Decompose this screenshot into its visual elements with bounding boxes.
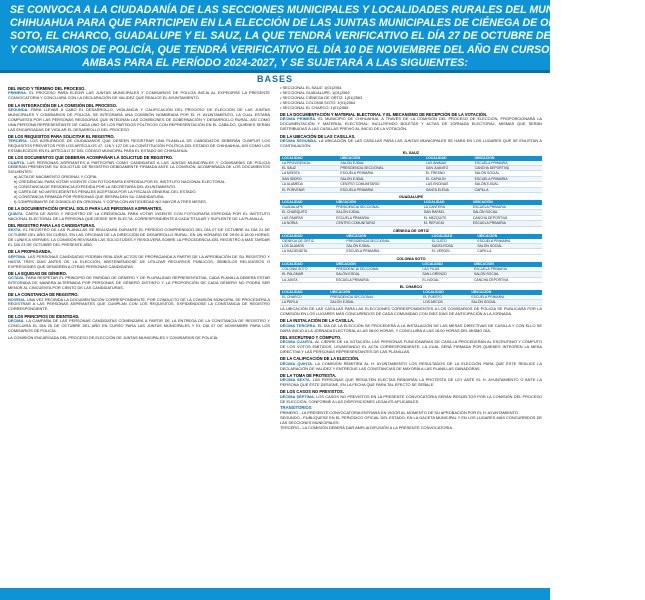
table-cell: SANTA ROSA <box>430 243 476 248</box>
column-header: LOCALIDAD <box>280 200 334 205</box>
section-body: EL PROCESO PARA ELEGIR LAS JUNTAS MUNICIPALES Y COMISARIOS DE POLICÍA INICIA AL EXPEDIRSE LA PRESENTE CONVOCATORIA Y CONCLUIRÁ CON LA DECLARACIÓN DE VALIDEZ QUE REALICE EL AYUNTAMIENTO. <box>8 90 270 101</box>
table-cell: SALÓN EJIDAL <box>334 210 422 215</box>
table-cell: EL MEZQUITE <box>422 215 471 220</box>
section-title: DE LA PROPAGANDA. <box>8 249 52 255</box>
table-cell: CENTRO COMUNITARIO <box>334 221 422 226</box>
section-body: CARTA DE AVISO Y REGISTRO DE LA CREDENCIAL PARA VOTAR VIGENTE CON FOTOGRAFÍA EXPEDIDA POR EL INSTITUTO NACIONAL ELECTORAL DE LA PERSONA QUE DESEE SER ELECTA, CORRESPONDIENTE A CADA TITULAR Y SUPLENTE DE LA PLANILLA. <box>8 210 270 221</box>
section-body: PARA LLEVAR A CABO EL DESARROLLO, VIGILANCIA Y CALIFICACIÓN DEL PROCESO DE ELECCIÓN DE LAS JUNTAS MUNICIPALES Y COMISARIOS DE POLICÍA, SE INTEGRARÁ UNA COMISIÓN NOMBRADA POR EL H. AYUNTAMIENTO, LA CUAL ESTARÁ COMPUESTA POR LAS PERSONAS REGIDORAS QUE INTEGRAN LAS COMISIONES DE GOBERNACIÓN Y DESARROLLO RURAL, ASÍ COMO UNA PERSONA REPRESENTANTE DE CADA UNO DE LOS PARTIDOS POLÍTICOS CON REPRESENTACIÓN EN EL CABILDO, QUIENES SERÁN LAS ENCARGADAS DE VIGILAR EL DESARROLLO DEL PROCESO. <box>8 106 270 132</box>
table-cell: CAPILLA <box>473 187 542 192</box>
section-title: DE LOS DOCUMENTOS QUE DEBERÁN ACOMPAÑAR LA SOLICITUD DE REGISTRO. <box>8 155 174 161</box>
section-number: DÉCIMA CUARTA. <box>280 339 314 345</box>
section-body: LA UBICACIÓN DE LAS CASILLAS PARA LAS JUNTAS MUNICIPALES SE HARÁ EN LOS LUGARES QUE SE ENLISTAN A CONTINUACIÓN: <box>280 137 542 148</box>
column-header: UBICACIÓN <box>344 234 429 239</box>
table-caption: EL SAUZ <box>402 150 420 155</box>
table-cell: LA HACIENDITA <box>280 249 344 254</box>
section-number: QUINTA. <box>8 210 24 216</box>
table-cell: ESCUELA PRIMARIA <box>472 267 542 272</box>
table-caption: CIÉNEGA DE ORTIZ <box>393 228 429 233</box>
table-cell: CAPILLA <box>475 249 542 254</box>
section-sexta <box>8 223 270 248</box>
section-number: PRIMERA. <box>8 90 28 96</box>
section-body: EL MUNICIPIO DE CHIHUAHUA, A TRAVÉS DE LA COMISIÓN DEL PROCESO DE ELECCIÓN, PROPORCIONARÁ LA DOCUMENTACIÓN Y MATERIAL ELECTORAL, INCLUYENDO BOLETAS Y ACTAS DE JORNADA ELECTORAL, MISMAS QUE SERÁN DISTRIBUIDAS A LAS CASILLAS PREVIO AL INICIO DE LA VOTACIÓN. <box>280 116 542 132</box>
table-cell: LAS ENCINAS <box>424 182 473 187</box>
section-text <box>8 298 270 313</box>
section-text <box>280 139 542 149</box>
table-cell: EL PORVENIR <box>280 187 338 192</box>
table-row <box>280 187 542 192</box>
table-cell: EL REFUGIO <box>422 221 471 226</box>
section-body: EL DÍA DE LA ELECCIÓN SE PROCEDERÁ A LA INSTALACIÓN DE LAS MESAS DIRECTIVAS DE CASILLA Y CON ELLO SE DARÁ INICIO A LA JORNADA ELECTORAL A LAS 08:00 HORAS, Y CONCLUIRÁ A LAS 16:00 HORAS DEL MISMO DÍA. <box>280 322 543 333</box>
table-cell: SALÓN SOCIAL <box>469 300 542 305</box>
table-cell: LA ALAMEDA <box>280 182 338 187</box>
requirement-item: e) CONSTANCIA FIRMADA POR PERSONAS QUE RESPALDEN SU CANDIDATURA. <box>14 194 165 200</box>
table-cell: SALÓN EJIDAL <box>334 272 420 277</box>
section-number: SÉPTIMA. <box>8 253 27 259</box>
table-cell: EL SAUZ <box>280 165 338 170</box>
table-cell: LAS ÁNIMAS <box>424 161 473 166</box>
table-cell: EL NOGAL <box>420 277 472 282</box>
section-title: DE LOS CASOS NO PREVISTOS. <box>280 389 344 395</box>
casillas-table <box>280 284 542 305</box>
table-cell: LA JUNTA <box>280 277 334 282</box>
address-item: • SECCIONAL EL SAUZ: 1(01)2561 <box>280 85 342 90</box>
column-header: UBICACIÓN <box>338 156 424 161</box>
section-title: DE LA DOCUMENTACIÓN OFICIAL SOLO PARA LAS PERSONAS ASPIRANTES. <box>8 206 163 212</box>
table-cell: SALÓN EJIDAL <box>473 182 542 187</box>
section-number: OCTAVA. <box>8 275 25 281</box>
table-cell: EL OJITO <box>430 239 476 244</box>
section-decima-segunda <box>280 134 542 149</box>
section-body: LAS PERSONAS QUE RESULTEN ELECTAS RENDIRÁN LA PROTESTA DE LEY ANTE EL H. AYUNTAMIENTO O ANTE LA PERSONA QUE ÉSTE DESIGNE, EN LA FECHA QUE PARA TAL EFECTO SE SEÑALE. <box>280 377 543 388</box>
table-cell: LAS PAMPAS <box>280 215 334 220</box>
section-text <box>280 340 542 355</box>
section-number: DÉCIMA SEXTA. <box>280 377 311 383</box>
column-header: UBICACIÓN <box>475 234 542 239</box>
casillas-table <box>280 228 542 255</box>
section-title: DE LA EQUIDAD DE GÉNERO. <box>8 270 67 276</box>
table-cell: SAN RAFAEL <box>422 210 471 215</box>
section-text <box>8 276 270 291</box>
table-cell: CENTRO COMUNITARIO <box>338 182 424 187</box>
section-title: DE LA INSTALACIÓN DE LA CASILLA. <box>280 318 355 324</box>
table-row <box>280 277 542 282</box>
casillas-tables <box>280 150 542 306</box>
table-cell: PRESIDENCIA SECCIONAL <box>338 165 424 170</box>
footer-bar <box>0 588 550 600</box>
left-column <box>8 86 270 582</box>
section-number: NOVENA. <box>8 296 26 302</box>
section-novena <box>8 292 270 312</box>
section-decima-sexta <box>280 373 542 388</box>
column-header: LOCALIDAD <box>280 290 328 295</box>
column-header: LOCALIDAD <box>421 290 469 295</box>
section-body: LOS CASOS NO PREVISTOS EN LA PRESENTE CONVOCATORIA SERÁN RESUELTOS POR LA COMISIÓN DEL PROCESO DE ELECCIÓN, CONFORME A LAS DISPOSICIONES LEGALES APLICABLES. <box>280 393 542 404</box>
table-cell: ESCUELA PRIMARIA <box>473 161 542 166</box>
table-cell: LA CANTERA <box>422 205 471 210</box>
section-title: DEL ESCRUTINIO Y CÓMPUTO. <box>280 334 342 340</box>
section-title: DE LA DOCUMENTACIÓN Y MATERIAL ELECTORAL Y EL MECANISMO DE RECEPCIÓN DE LA VOTACIÓN. <box>280 112 488 118</box>
table-cell: SAN ISIDRO <box>280 176 338 181</box>
section-body: LAS PERSONAS ASPIRANTES A PARTICIPAR COMO CANDIDATAS A LAS JUNTAS MUNICIPALES Y COMISARÍAS DE POLICÍA DEBERÁN PRESENTAR SU SOLICITUD DE REGISTRO DEBIDAMENTE FIRMADA ANTE LA COMISIÓN, ACOMPAÑADA DE LOS DOCUMENTOS SIGUIENTES: <box>8 159 270 175</box>
table-cell: SALÓN SOCIAL <box>475 243 542 248</box>
section-title: DE LA INTEGRACIÓN DE LA COMISIÓN DEL PROCESO. <box>8 102 118 108</box>
transitorio-item: SEGUNDO.- PUBLÍQUESE EN EL PERIÓDICO OFICIAL DEL ESTADO, EN LA GACETA MUNICIPAL Y EN LOS LUGARES MÁS CONCURRIDOS DE LAS SECCIONES MUNICIPALES. <box>280 414 542 425</box>
table-cell: CANCHA DEPORTIVA <box>472 277 542 282</box>
header-banner <box>0 0 645 70</box>
table-caption: GUADALUPE <box>398 195 424 199</box>
column-header: UBICACIÓN <box>472 262 542 267</box>
section-body: PARA RESPETAR EL PRINCIPIO DE PARIDAD DE GÉNERO Y DE PLURALIDAD REPRESENTATIVA, CADA PLANILLA DEBERÁ ESTAR INTEGRADA DE MANERA ALTERNADA POR PERSONAS DE GÉNERO DISTINTO Y LA PROPORCIÓN DE CADA GÉNERO NO PODRÁ SER MENOR AL CINCUENTA POR CIENTO DE LAS CANDIDATURAS. <box>8 275 270 290</box>
column-header: LOCALIDAD <box>424 156 473 161</box>
transitorio-item: TERCERO.- LA COMISIÓN DEBERÁ DAR AMPLIA DIFUSIÓN A LA PRESENTE CONVOCATORIA. <box>280 424 454 430</box>
table-cell: PRESIDENCIA SECCIONAL <box>334 205 422 210</box>
section-text <box>8 319 270 334</box>
section-title: DE LA UBICACIÓN DE LAS CASILLAS. <box>280 133 356 139</box>
section-primera <box>8 86 270 101</box>
table-cell: SALÓN SOCIAL <box>472 272 542 277</box>
table-cell: EL CHARQUITO <box>280 210 334 215</box>
section-decima-septima <box>280 389 542 404</box>
address-item: • SECCIONAL COLONIA SOTO: 1(01)2564 <box>280 99 356 105</box>
section-body: LA CAMPAÑA DE LAS PERSONAS CANDIDATAS COMENZARÁ A PARTIR DE LA ENTREGA DE LA CONSTANCIA DE REGISTRO Y CONCLUIRÁ EL DÍA 25 DE OCTUBRE DEL AÑO EN CURSO PARA LAS JUNTAS MUNICIPALES Y EL DÍA 07 DE NOVIEMBRE PARA LOS COMISARIOS DE POLICÍA. <box>8 317 270 333</box>
section-number: DÉCIMA SEGUNDA. <box>280 137 318 143</box>
column-header: UBICACIÓN <box>334 262 420 267</box>
section-text <box>280 378 542 388</box>
banner-line-5: AMBAS PARA EL PERÍODO 2024-2027, Y SE SUJETARÁ A LAS SIGUIENTES: <box>82 56 468 69</box>
column-header: UBICACIÓN <box>473 156 542 161</box>
banner-line-3: SOTO, EL CHARCO, GUADALUPE Y EL SAUZ, LA QUE TENDRÁ VERIFICATIVO EL DÍA 27 DE OCTUBRE DEL AÑO EN CURSO, <box>10 30 645 43</box>
table-cell: ESCUELA PRIMARIA <box>344 249 429 254</box>
bases-title: BASES <box>256 74 293 84</box>
section-text <box>8 139 270 154</box>
table-cell: EL CHARCO <box>280 295 328 300</box>
table-cell: GUADALUPE <box>280 205 334 210</box>
section-text <box>8 255 270 270</box>
address-item: • SECCIONAL CIÉNEGA DE ORTIZ: 1(01)2563 <box>280 94 363 100</box>
table-cell: CANCHA DEPORTIVA <box>473 165 542 170</box>
section-title: DE LA TOMA DE PROTESTA. <box>280 372 337 378</box>
requirement-item: d) CARTA DE NO ANTECEDENTES PENALES ACEPTADA POR LA FISCALÍA GENERAL DEL ESTADO. <box>14 189 197 195</box>
column-header: LOCALIDAD <box>280 156 338 161</box>
section-body: EL REGISTRO DE LAS PLANILLAS SE REALIZARÁ DURANTE EL PERÍODO COMPRENDIDO DEL DÍA 07 DE OCTUBRE AL DÍA 21 DE OCTUBRE DEL AÑO EN CURSO, EN LAS OFICINAS DE LA DIRECCIÓN DE DESARROLLO RURAL, EN UN HORARIO DE 09:00 A 15:00 HORAS, DE LUNES A VIERNES. LA COMISIÓN REVISARÁ LAS SOLICITUDES Y RESOLVERÁ SOBRE LA PROCEDENCIA DEL REGISTRO A MÁS TARDAR EL DÍA 23 DE OCTUBRE DEL PRESENTE AÑO. <box>8 227 270 248</box>
address-item: • SECCIONAL GUADALUPE: 1(01)2562 <box>280 89 350 95</box>
column-header: UBICACIÓN <box>328 290 421 295</box>
table-cell: CANCHA DEPORTIVA <box>471 215 542 220</box>
column-header: UBICACIÓN <box>469 290 542 295</box>
requirement-item: a) ACTA DE NACIMIENTO ORIGINAL Y COPIA. <box>14 174 98 180</box>
section-body: LAS PERSONAS CANDIDATAS PODRÁN REALIZAR ACTOS DE PROPAGANDA A PARTIR DE LA APROBACIÓN DE SU REGISTRO Y HASTA TRES DÍAS ANTES DE LA ELECCIÓN, ABSTENIÉNDOSE DE UTILIZAR RECURSOS PÚBLICOS, SÍMBOLOS RELIGIOSOS O EXPRESIONES QUE DENIGREN A OTRAS PERSONAS CANDIDATAS. <box>8 253 270 269</box>
table-cell: SALÓN SOCIAL <box>471 210 542 215</box>
section-decima-quinta <box>280 356 542 371</box>
casillas-table <box>280 256 542 283</box>
section-number: SEGUNDA. <box>8 106 29 112</box>
requirement-item: f) COMPROBANTE DE DOMICILIO EN ORIGINAL Y COPIA CON ANTIGÜEDAD NO MAYOR A TRES MESES. <box>14 199 207 205</box>
section-text <box>280 117 542 132</box>
table-cell: SALÓN EJIDAL <box>338 161 424 166</box>
section-text <box>8 161 270 176</box>
table-cell: EL CAPULÍN <box>424 176 473 181</box>
table-cell: PRESIDENCIA SECCIONAL <box>334 267 420 272</box>
table-cell: ESCUELA PRIMARIA <box>471 221 542 226</box>
section-title: DEL INICIO Y TÉRMINO DEL PROCESO. <box>8 86 86 91</box>
table-cell: PRESIDENCIA SECCIONAL <box>344 239 429 244</box>
table-cell: SAN JUANITO <box>424 165 473 170</box>
section-decima-tercera <box>280 318 542 333</box>
table-cell: LA PROVIDENCIA <box>280 161 338 166</box>
section-number: SEXTA. <box>8 227 22 233</box>
section-decima-cuarta <box>280 335 542 355</box>
requirement-item: b) CREDENCIAL PARA VOTAR VIGENTE CON FOTOGRAFÍA EXPEDIDA POR EL INSTITUTO NACIONAL ELECTORAL. <box>14 179 227 185</box>
table-cell: LAS PILAS <box>420 267 472 272</box>
signature-block <box>8 335 270 340</box>
table-cell: LA PERLA <box>280 300 328 305</box>
section-number: DÉCIMA QUINTA. <box>280 360 314 366</box>
section-decima-primera <box>280 112 542 132</box>
column-header: UBICACIÓN <box>471 200 542 205</box>
section-text <box>8 108 270 133</box>
table-caption: EL CHARCO <box>399 284 423 289</box>
section-segunda <box>8 103 270 133</box>
section-number: CUARTA. <box>8 159 26 165</box>
section-number: DÉCIMA PRIMERA. <box>280 116 317 122</box>
transitorio-item: PRIMERO.- LA PRESENTE CONVOCATORIA ENTRARÁ EN VIGOR AL MOMENTO DE SU APROBACIÓN POR EL H. AYUNTAMIENTO. <box>280 409 520 415</box>
table-cell: SALÓN EJIDAL <box>338 176 424 181</box>
table-cell: SALÓN EJIDAL <box>344 243 429 248</box>
section-text <box>8 212 270 222</box>
section-body: LA COMISIÓN REMITIRÁ AL H. AYUNTAMIENTO LOS RESULTADOS DE LA ELECCIÓN PARA QUE ÉSTE REALICE LA DECLARACIÓN DE VALIDEZ Y ENTREGUE LAS CONSTANCIAS DE MAYORÍA A LAS PLANILLAS GANADORAS. <box>280 360 542 371</box>
section-cuarta <box>8 155 270 205</box>
section-number: TERCERA. <box>8 138 28 144</box>
banner-line-2: CHIHUAHUA PARA QUE PARTICIPEN EN LA ELECCIÓN DE LAS JUNTAS MUNICIPALES DE CIÉNEGA DE ORTIZ, COLONIA <box>10 17 627 30</box>
table-caption: COLONIA SOTO <box>396 256 426 261</box>
table-cell: SALÓN EJIDAL <box>328 300 421 305</box>
table-cell: ESCUELA PRIMARIA <box>473 176 542 181</box>
casillas-table <box>280 195 542 227</box>
address-item: • SECCIONAL EL CHARCO: 1(01)2565 <box>280 104 349 110</box>
section-body: LOS AGRUPADOS DE CIUDADANOS QUE DESEEN REGISTRAR UNA PLANILLA DE CANDIDATOS DEBERÁN CUMPLIR LOS REQUISITOS PREVISTOS POR LOS ARTÍCULOS 47, 126 Y 127 DE LA CONSTITUCIÓN POLÍTICA DEL ESTADO DE CHIHUAHUA, ASÍ COMO LOS ESTABLECIDOS EN EL ARTÍCULO 37 DEL CÓDIGO MUNICIPAL PARA EL ESTADO DE CHIHUAHUA. <box>8 138 270 153</box>
section-title: DE LOS PRINCIPIOS DE IDENTIDAD. <box>8 313 80 319</box>
section-number: DÉCIMA. <box>8 317 25 323</box>
section-septima <box>8 249 270 269</box>
section-body: UNA VEZ RECIBIDA LA DOCUMENTACIÓN CORRESPONDIENTE, POR CONDUCTO DE LA COMISIÓN MUNICIPAL SE PROCEDERÁ A REGISTRAR A LAS PERSONAS ASPIRANTES QUE CUMPLAN CON LOS REQUISITOS, EXPIDIÉNDOSE LA CONSTANCIA DE REGISTRO CORRESPONDIENTE. <box>8 296 270 312</box>
banner-separator <box>0 70 550 73</box>
section-text <box>8 91 270 101</box>
section-text <box>280 362 542 372</box>
table-cell: SANTA ELENA <box>424 187 473 192</box>
banner-line-1: SE CONVOCA A LA CIUDADANÍA DE LAS SECCIONES MUNICIPALES Y LOCALIDADES RURALES DEL MUNICIPIO DE <box>10 4 603 16</box>
table-cell: SAN LORENZO <box>420 272 472 277</box>
transitorios-title: TRANSITORIOS <box>280 404 312 410</box>
table-cell: EL FRESNO <box>424 171 473 176</box>
section-decima <box>8 314 270 334</box>
table-cell: SALÓN SOCIAL <box>473 171 542 176</box>
table-cell: ESCUELA PRIMARIA <box>334 215 422 220</box>
section-title: DE LA CALIFICACIÓN DE LA ELECCIÓN. <box>280 356 360 362</box>
section-body: AL CIERRE DE LA VOTACIÓN, LAS PERSONAS FUNCIONARIAS DE CASILLA PROCEDERÁN AL ESCRUTINIO Y CÓMPUTO DE LOS VOTOS EMITIDOS, LEVANTANDO EL ACTA CORRESPONDIENTE, LA CUAL SERÁ FIRMADA POR QUIENES INTEGREN LA MESA DIRECTIVA Y LAS PERSONAS REPRESENTANTES DE LAS PLANILLAS. <box>280 339 543 355</box>
table-cell: LOS ÁLAMOS <box>280 243 344 248</box>
requirement-item: c) CONSTANCIA DE RESIDENCIA EXPEDIDA POR LA SECRETARÍA DEL AYUNTAMIENTO. <box>14 184 177 190</box>
right-column <box>280 86 542 582</box>
section-text: LA UBICACIÓN DE LAS CASILLAS PARA LAS ELECCIONES CORRESPONDIENTES A LOS COMISARIOS DE POLICÍA SE PUBLICARÁ POR LA COMISIÓN EN LOS LUGARES MÁS CONCURRIDOS DE CADA COMUNIDAD CON DIEZ DÍAS DE ANTICIPACIÓN A LA JORNADA. <box>280 306 542 317</box>
table-row <box>280 221 542 226</box>
table-cell: EL PALOMAR <box>280 272 334 277</box>
column-header: LOCALIDAD <box>280 234 344 239</box>
table-cell: ESCUELA PRIMARIA <box>338 187 424 192</box>
column-header: LOCALIDAD <box>420 262 472 267</box>
table-cell: COLONIA SOTO <box>280 267 334 272</box>
table-cell: LA NORIA <box>280 221 334 226</box>
banner-line-4: Y COMISARIOS DE POLICÍA, QUE TENDRÁ VERIFICATIVO EL DÍA 10 DE NOVIEMBRE DEL AÑO EN CURSO, <box>10 43 553 56</box>
address-list <box>280 86 542 111</box>
section-text <box>280 395 542 405</box>
table-cell: LA MORITA <box>280 171 338 176</box>
column-header: LOCALIDAD <box>430 234 476 239</box>
table-cell: PRESIDENCIA SECCIONAL <box>328 295 421 300</box>
table-cell: ESCUELA PRIMARIA <box>338 171 424 176</box>
section-title: DE LOS REQUISITOS PARA SOLICITAR EL REGISTRO. <box>8 133 115 139</box>
table-cell: ESCUELA PRIMARIA <box>334 277 420 282</box>
section-octava <box>8 271 270 291</box>
table-cell: EL PUERTO <box>421 295 469 300</box>
table-row <box>280 249 542 254</box>
table-cell: ESCUELA PRIMARIA <box>471 205 542 210</box>
casillas-table <box>280 150 542 193</box>
section-title: DEL REGISTRO PARA LAS CANDIDATURAS. <box>8 222 96 228</box>
column-header: UBICACIÓN <box>334 200 422 205</box>
table-cell: ESCUELA PRIMARIA <box>475 239 542 244</box>
column-header: LOCALIDAD <box>280 262 334 267</box>
signature-line: LA COMISIÓN ENCARGADA DEL PROCESO DE ELECCIÓN DE JUNTAS MUNICIPALES Y COMISARIOS DE POLICÍA. <box>8 335 219 341</box>
section-number: DÉCIMA SÉPTIMA. <box>280 393 315 399</box>
section-title: DE LA CONSTANCIA DE REGISTRO. <box>8 292 79 298</box>
table-cell: LOS ARCOS <box>421 300 469 305</box>
section-text <box>280 324 542 334</box>
section-text <box>8 228 270 248</box>
table-cell: CIÉNEGA DE ORTIZ <box>280 239 344 244</box>
section-tercera <box>8 134 270 154</box>
section-casillas-comisarios <box>280 307 542 317</box>
requirements-list <box>8 175 270 205</box>
table-row <box>280 300 542 305</box>
section-number: DÉCIMA TERCERA. <box>280 322 317 328</box>
column-header: LOCALIDAD <box>422 200 471 205</box>
table-cell: EL VERGEL <box>430 249 476 254</box>
table-cell: ESCUELA PRIMARIA <box>469 295 542 300</box>
section-quinta <box>8 206 270 221</box>
